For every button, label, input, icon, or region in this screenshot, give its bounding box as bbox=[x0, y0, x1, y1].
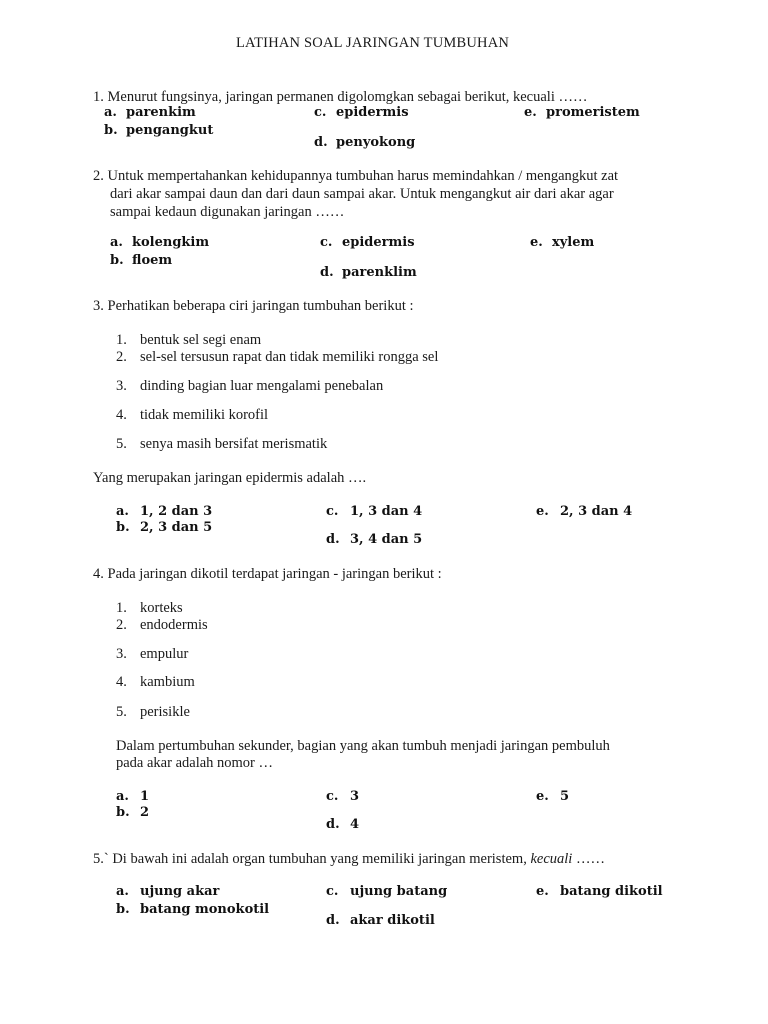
q5-option-c: c. ujung batang bbox=[326, 884, 448, 899]
q1-option-c: c. epidermis bbox=[314, 105, 409, 120]
q4-option-c: c. 3 bbox=[326, 789, 360, 804]
q3-option-d: d. 3, 4 dan 5 bbox=[326, 532, 423, 547]
question-3-prompt: Yang merupakan jaringan epidermis adalah …. bbox=[93, 470, 367, 486]
q1-option-b: b. pengangkut bbox=[104, 123, 214, 138]
q4-item-4: 4. kambium bbox=[116, 674, 195, 690]
q3-option-c: c. 1, 3 dan 4 bbox=[326, 504, 423, 519]
q4-item-2: 2. endodermis bbox=[116, 617, 208, 633]
q3-item-1: 1. bentuk sel segi enam bbox=[116, 332, 262, 348]
q2-option-a: a. kolengkim bbox=[110, 235, 210, 250]
q5-option-b: b. batang monokotil bbox=[116, 902, 270, 917]
q4-item-1: 1. korteks bbox=[116, 600, 183, 616]
question-5-text: 5.` Di bawah ini adalah organ tumbuhan yang memiliki jaringan meristem, kecuali …… bbox=[93, 851, 605, 867]
q2-option-c: c. epidermis bbox=[320, 235, 415, 250]
page-title: LATIHAN SOAL JARINGAN TUMBUHAN bbox=[236, 35, 510, 51]
question-1-text: 1. Menurut fungsinya, jaringan permanen digolomgkan sebagai berikut, kecuali …… bbox=[93, 89, 588, 105]
q3-option-b: b. 2, 3 dan 5 bbox=[116, 520, 213, 535]
question-2-line-3: sampai kedaun digunakan jaringan …… bbox=[110, 204, 345, 220]
question-2-line-1: 2. Untuk mempertahankan kehidupannya tumbuhan harus memindahkan / mengangkut zat bbox=[93, 168, 619, 184]
q1-option-e: e. promeristem bbox=[524, 105, 640, 120]
q3-item-2: 2. sel-sel tersusun rapat dan tidak memiliki rongga sel bbox=[116, 349, 439, 365]
q4-item-3: 3. empulur bbox=[116, 646, 189, 662]
q5-option-e: e. batang dikotil bbox=[536, 884, 663, 899]
q3-option-a: a. 1, 2 dan 3 bbox=[116, 504, 213, 519]
question-3-text: 3. Perhatikan beberapa ciri jaringan tumbuhan berikut : bbox=[93, 298, 414, 314]
q2-option-b: b. floem bbox=[110, 253, 173, 268]
q1-option-a: a. parenkim bbox=[104, 105, 196, 120]
question-4-text: 4. Pada jaringan dikotil terdapat jaringan - jaringan berikut : bbox=[93, 566, 442, 582]
q4-option-d: d. 4 bbox=[326, 817, 360, 832]
q3-item-4: 4. tidak memiliki korofil bbox=[116, 407, 269, 423]
q3-item-5: 5. senya masih bersifat merismatik bbox=[116, 436, 328, 452]
q1-option-d: d. penyokong bbox=[314, 135, 416, 150]
question-4-prompt-line-2: pada akar adalah nomor … bbox=[116, 755, 274, 771]
q4-option-b: b. 2 bbox=[116, 805, 150, 820]
q3-option-e: e. 2, 3 dan 4 bbox=[536, 504, 633, 519]
question-2-line-2: dari akar sampai daun dan dari daun sampai akar. Untuk mengangkut air dari akar agar bbox=[110, 186, 614, 202]
q2-option-e: e. xylem bbox=[530, 235, 595, 250]
q4-item-5: 5. perisikle bbox=[116, 704, 190, 720]
q5-option-d: d. akar dikotil bbox=[326, 913, 435, 928]
q5-option-a: a. ujung akar bbox=[116, 884, 220, 899]
q3-item-3: 3. dinding bagian luar mengalami penebalan bbox=[116, 378, 384, 394]
q4-option-e: e. 5 bbox=[536, 789, 570, 804]
question-4-prompt-line-1: Dalam pertumbuhan sekunder, bagian yang akan tumbuh menjadi jaringan pembuluh bbox=[116, 738, 610, 754]
q4-option-a: a. 1 bbox=[116, 789, 150, 804]
q2-option-d: d. parenklim bbox=[320, 265, 417, 280]
